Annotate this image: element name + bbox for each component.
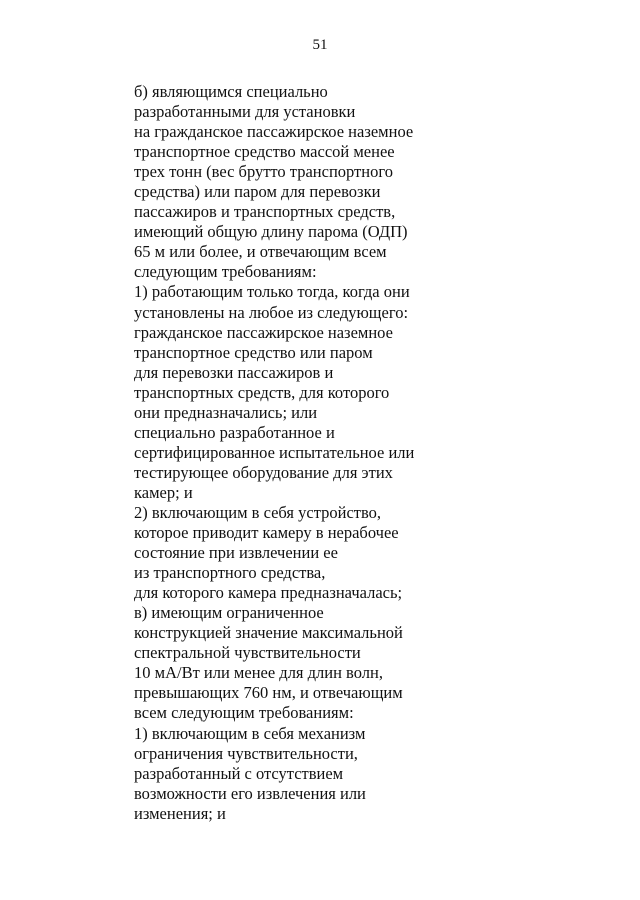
text-line: состояние при извлечении ее: [134, 543, 338, 563]
text-line: разработанными для установки: [134, 102, 356, 122]
text-line: для перевозки пассажиров и: [134, 362, 334, 382]
text-line: из транспортного средства,: [134, 563, 326, 583]
text-line: тестирующее оборудование для этих: [134, 462, 393, 482]
text-line: превышающих 760 нм, и отвечающим: [134, 683, 403, 703]
text-line: камер; и: [134, 482, 193, 502]
text-line: изменения; и: [134, 803, 226, 823]
text-line: специально разработанное и: [134, 422, 335, 442]
text-line: установлены на любое из следующего:: [134, 302, 409, 322]
text-line: они предназначались; или: [134, 402, 318, 422]
text-line: спектральной чувствительности: [134, 643, 361, 663]
text-line: имеющий общую длину парома (ОДП): [134, 222, 408, 242]
text-line: на гражданское пассажирское наземное: [134, 122, 414, 142]
text-line: 1) включающим в себя механизм: [134, 723, 366, 743]
text-line: средства) или паром для перевозки: [134, 182, 381, 202]
text-line: для которого камера предназначалась;: [134, 583, 403, 603]
text-line: которое приводит камеру в нерабочее: [134, 523, 399, 543]
text-line: 2) включающим в себя устройство,: [134, 502, 382, 522]
text-line: 1) работающим только тогда, когда они: [134, 282, 410, 302]
text-line: возможности его извлечения или: [134, 783, 366, 803]
text-line: разработанный с отсутствием: [134, 763, 344, 783]
text-line: гражданское пассажирское наземное: [134, 322, 393, 342]
text-line: транспортное средство или паром: [134, 342, 373, 362]
text-line: 10 мА/Вт или менее для длин волн,: [134, 663, 383, 683]
text-line: 65 м или более, и отвечающим всем: [134, 242, 387, 262]
text-line: в) имеющим ограниченное: [134, 603, 324, 623]
text-line: ограничения чувствительности,: [134, 743, 358, 763]
text-line: пассажиров и транспортных средств,: [134, 202, 396, 222]
text-line: транспортных средств, для которого: [134, 382, 390, 402]
text-line: б) являющимся специально: [134, 82, 328, 101]
text-line: следующим требованиям:: [134, 262, 317, 282]
body-text: [134, 82, 554, 824]
text-line: конструкцией значение максимальной: [134, 623, 403, 643]
text-line: транспортное средство массой менее: [134, 142, 395, 162]
page-number: 51: [312, 37, 328, 53]
text-line: всем следующим требованиям:: [134, 703, 354, 723]
text-line: трех тонн (вес брутто транспортного: [134, 162, 393, 182]
text-line: сертифицированное испытательное или: [134, 442, 415, 462]
